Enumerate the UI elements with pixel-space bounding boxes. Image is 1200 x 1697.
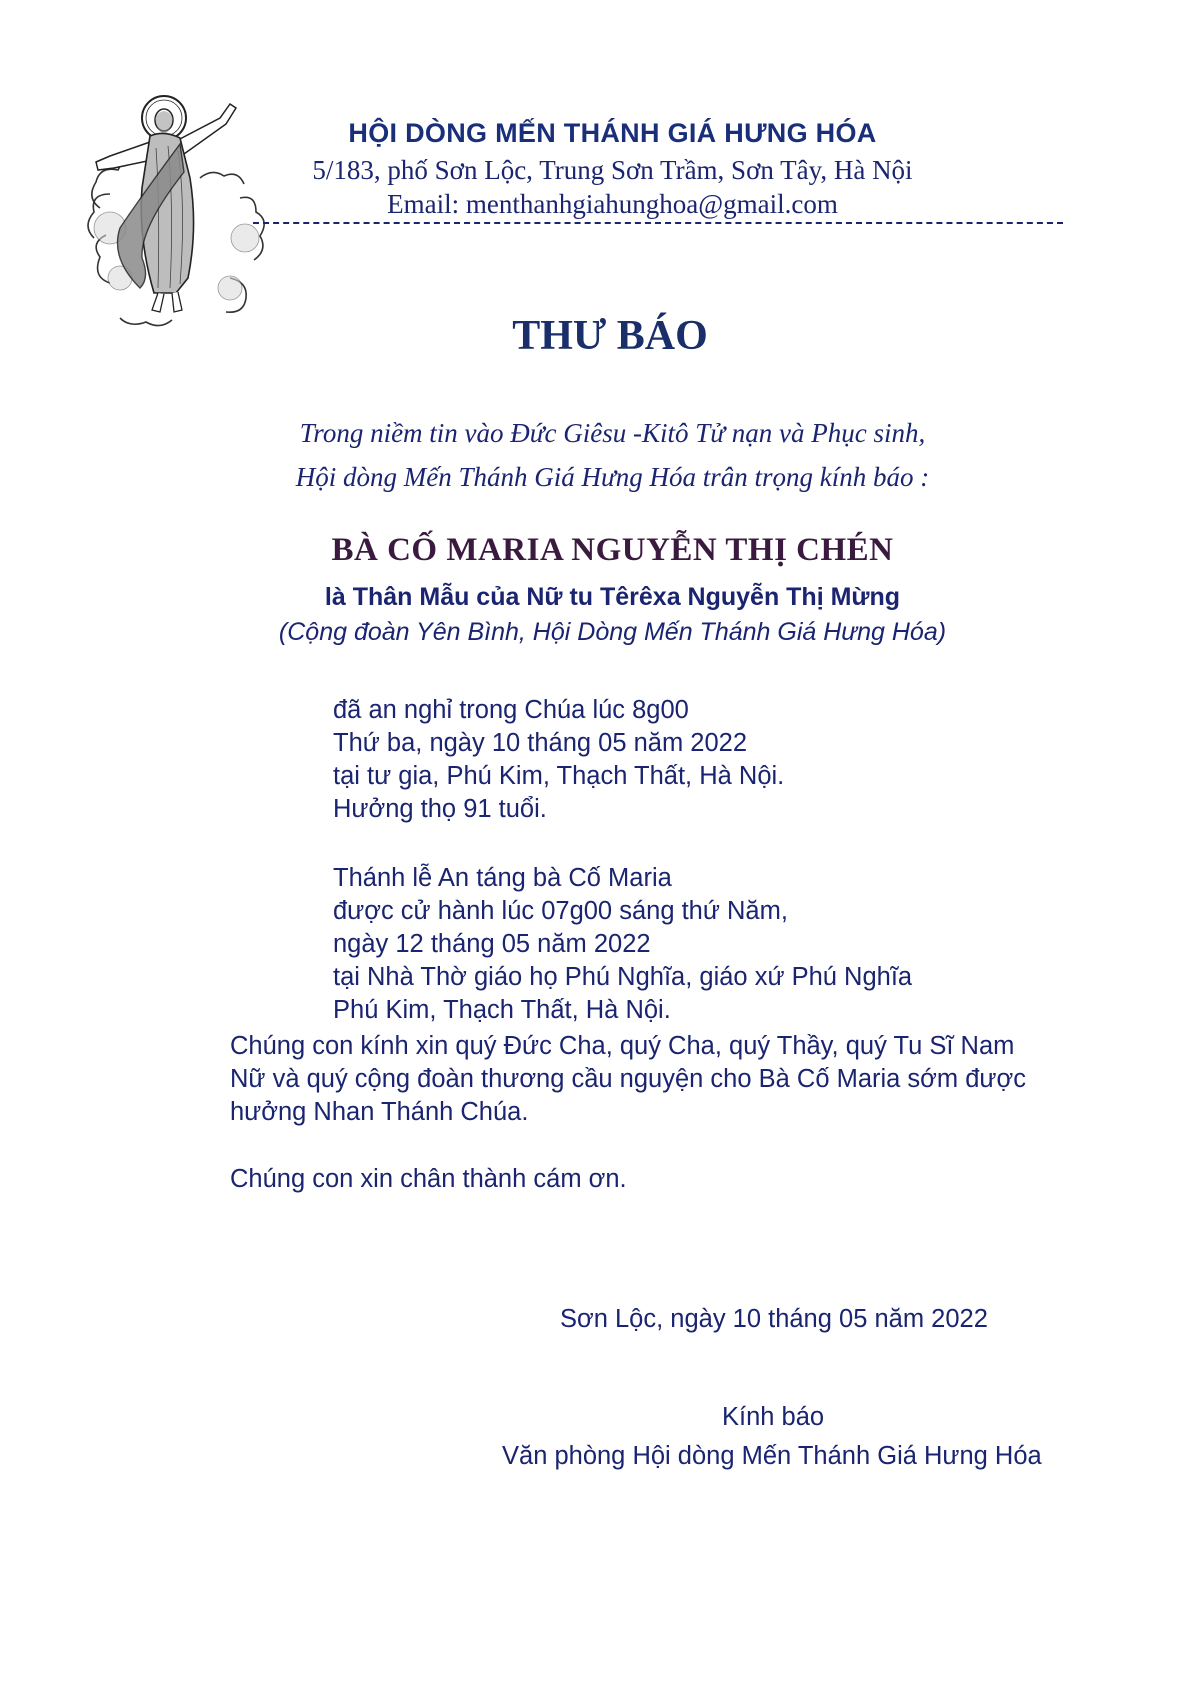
date-line: Sơn Lộc, ngày 10 tháng 05 năm 2022 xyxy=(560,1305,988,1333)
death-detail-line: Thứ ba, ngày 10 tháng 05 năm 2022 xyxy=(333,729,748,757)
funeral-detail-line: Phú Kim, Thạch Thất, Hà Nội. xyxy=(333,996,671,1024)
organization-email: Email: menthanhgiahunghoa@gmail.com xyxy=(387,189,838,219)
closing-signatory: Văn phòng Hội dòng Mến Thánh Giá Hưng Hóa xyxy=(502,1442,1042,1470)
intro-line-1: Trong niềm tin vào Đức Giêsu -Kitô Tử nạn và Phục sinh, xyxy=(299,418,926,448)
death-detail-line: Hưởng thọ 91 tuổi. xyxy=(333,795,547,823)
death-details xyxy=(333,694,784,826)
organization-name: HỘI DÒNG MẾN THÁNH GIÁ HƯNG HÓA xyxy=(348,118,877,148)
intro-line-2: Hội dòng Mến Thánh Giá Hưng Hóa trân trọng kính báo : xyxy=(295,462,930,492)
prayer-request xyxy=(230,1030,1080,1129)
funeral-detail-line: được cử hành lúc 07g00 sáng thứ Năm, xyxy=(333,897,788,925)
death-detail-line: tại tư gia, Phú Kim, Thạch Thất, Hà Nội. xyxy=(333,762,785,790)
funeral-detail-line: Thánh lễ An táng bà Cố Maria xyxy=(333,864,672,892)
prayer-request-line: Chúng con kính xin quý Đức Cha, quý Cha, quý Thầy, quý Tu Sĩ Nam xyxy=(230,1032,1015,1060)
community-note: (Cộng đoàn Yên Bình, Hội Dòng Mến Thánh Giá Hưng Hóa) xyxy=(278,618,947,646)
prayer-request-line: Nữ và quý cộng đoàn thương cầu nguyện cho Bà Cố Maria sớm được xyxy=(230,1065,1026,1093)
organization-address: 5/183, phố Sơn Lộc, Trung Sơn Trầm, Sơn Tây, Hà Nội xyxy=(312,155,913,185)
death-detail-line: đã an nghỉ trong Chúa lúc 8g00 xyxy=(333,696,689,724)
funeral-detail-line: ngày 12 tháng 05 năm 2022 xyxy=(333,930,651,958)
header-divider xyxy=(253,222,1063,224)
thanks-line: Chúng con xin chân thành cám ơn. xyxy=(230,1165,627,1193)
deceased-relation: là Thân Mẫu của Nữ tu Têrêxa Nguyễn Thị Mừng xyxy=(324,583,901,611)
deceased-name: BÀ CỐ MARIA NGUYỄN THỊ CHÉN xyxy=(331,532,894,568)
funeral-details xyxy=(333,862,912,1027)
funeral-detail-line: tại Nhà Thờ giáo họ Phú Nghĩa, giáo xứ Phú Nghĩa xyxy=(333,963,913,991)
closing-salutation: Kính báo xyxy=(722,1403,825,1431)
prayer-request-line: hưởng Nhan Thánh Chúa. xyxy=(230,1098,529,1126)
document-title: THƯ BÁO xyxy=(512,313,708,359)
